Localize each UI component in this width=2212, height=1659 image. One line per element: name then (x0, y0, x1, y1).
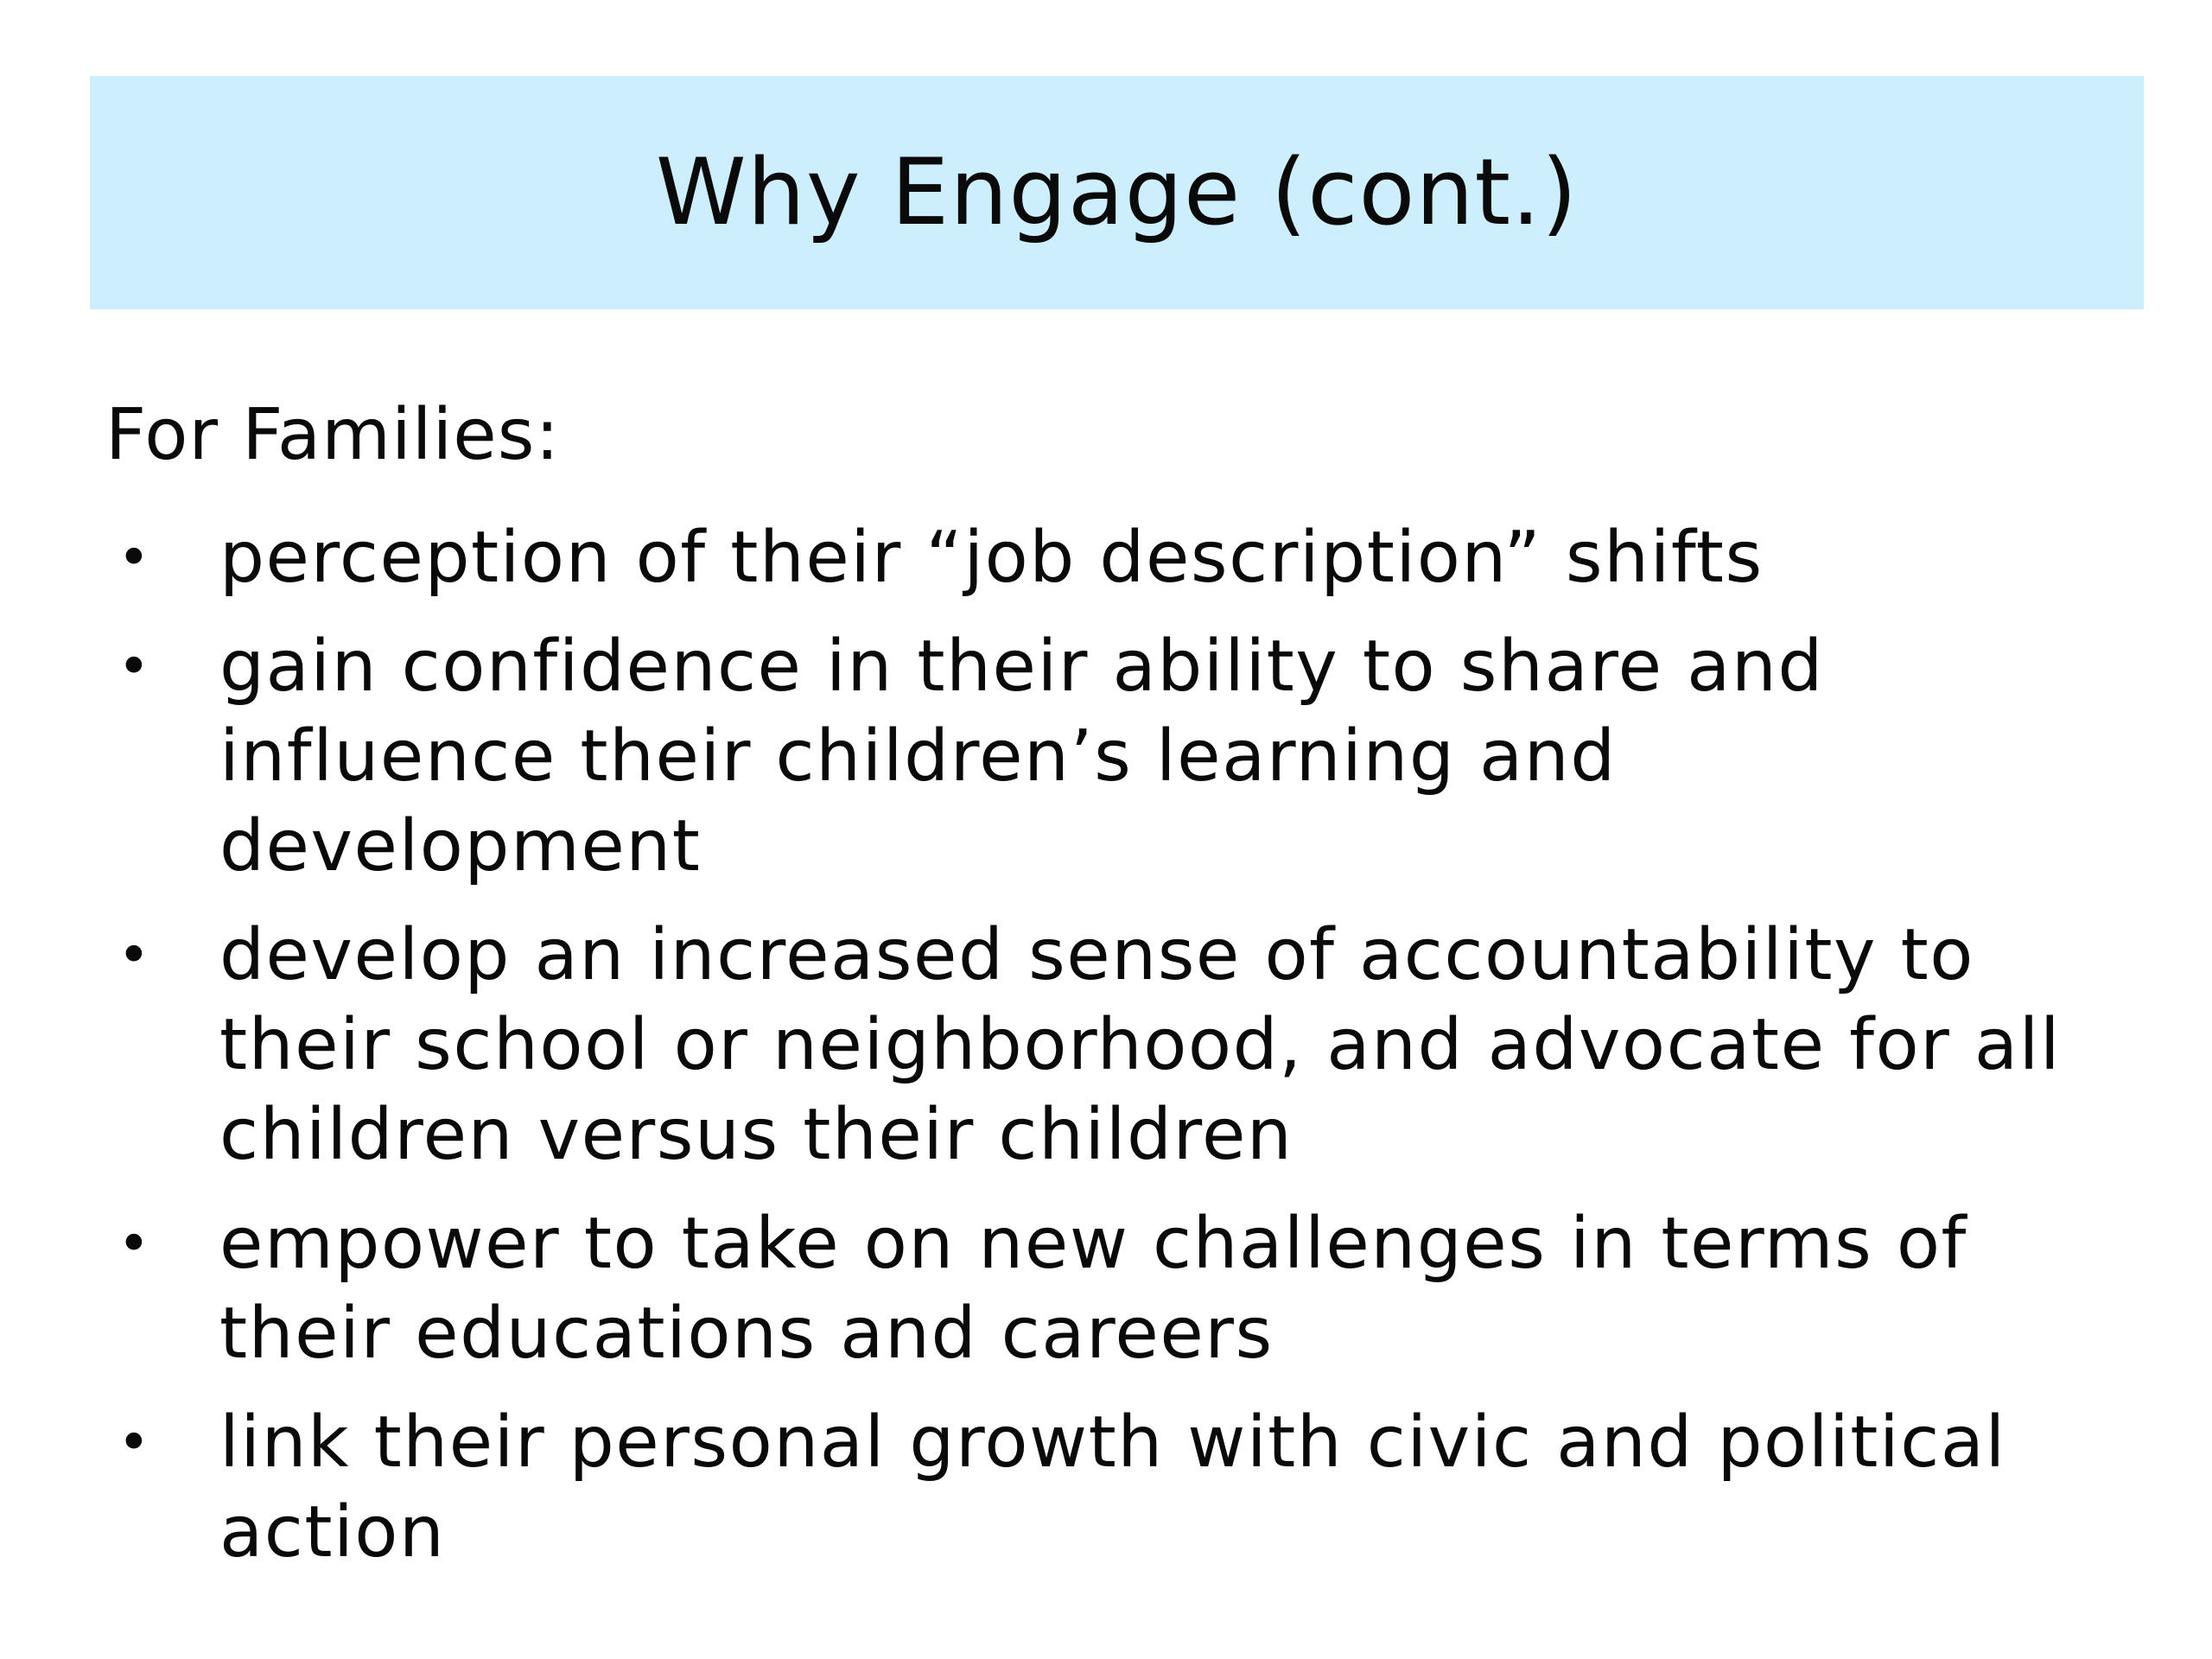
slide-title: Why Engage (cont.) (655, 139, 1579, 245)
bullet-text: develop an increased sense of accountability to their school or neighborhood, and advocate for all children versus their children (219, 914, 2062, 1176)
title-bar (90, 76, 2144, 309)
slide-content (105, 391, 2119, 1597)
bullet-item (105, 911, 2119, 1180)
bullet-item (105, 1398, 2119, 1578)
bullet-text: gain confidence in their ability to share and influence their children’s learning and development (219, 626, 1824, 887)
bullet-dot-icon: • (118, 1212, 152, 1276)
bullet-text: empower to take on new challenges in terms of their educations and careers (219, 1203, 1967, 1375)
bullet-dot-icon: • (118, 924, 152, 988)
bullet-item (105, 1199, 2119, 1379)
subheading: For Families: (105, 394, 561, 476)
bullet-text: perception of their “job description” shifts (219, 517, 1764, 599)
bullet-item (105, 513, 2119, 603)
bullet-dot-icon: • (118, 526, 152, 590)
bullet-text: link their personal growth with civic and political action (219, 1402, 2006, 1573)
bullet-dot-icon: • (118, 1411, 152, 1475)
bullet-dot-icon: • (118, 635, 152, 699)
bullet-list (105, 513, 2119, 1578)
bullet-item (105, 622, 2119, 892)
